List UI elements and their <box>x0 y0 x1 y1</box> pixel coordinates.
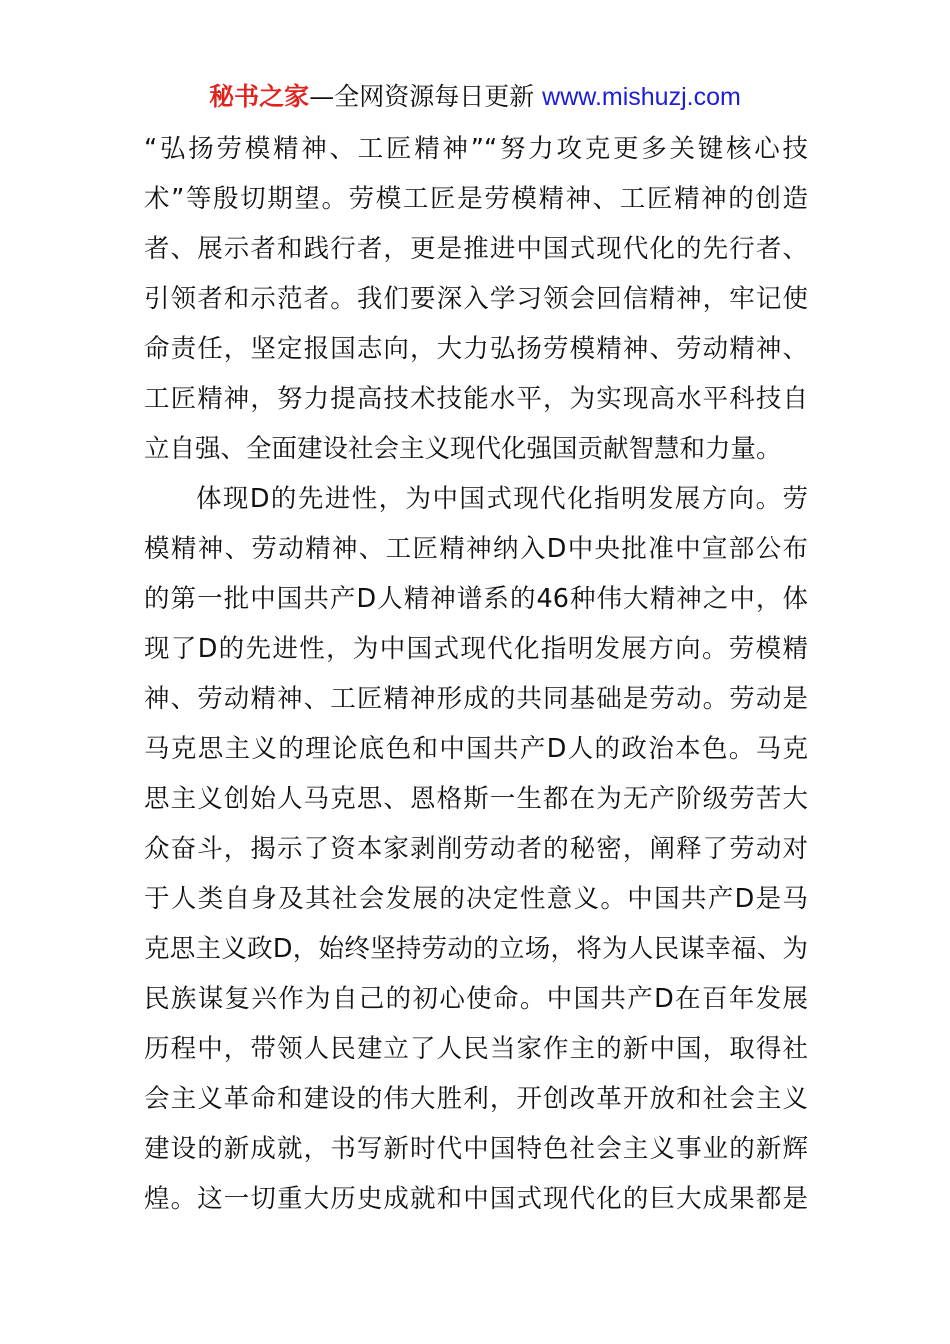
text-line: 马克思主义的理论底色和中国共产D人的政治本色。马克 <box>144 734 808 764</box>
text-line: 克思主义政D，始终坚持劳动的立场，将为人民谋幸福、为 <box>144 934 808 964</box>
text-line: 历程中，带领人民建立了人民当家作主的新中国，取得社 <box>144 1034 808 1064</box>
text-line: 工匠精神，努力提高技术技能水平，为实现高水平科技自 <box>144 384 808 414</box>
text-line: 者、展示者和践行者，更是推进中国式现代化的先行者、 <box>144 234 808 264</box>
text-line: 于人类自身及其社会发展的决定性意义。中国共产D是马 <box>144 884 808 914</box>
text-line: 术”等殷切期望。劳模工匠是劳模精神、工匠精神的创造 <box>144 184 808 214</box>
document-body <box>144 124 808 1224</box>
text-line: 命责任，坚定报国志向，大力弘扬劳模精神、劳动精神、 <box>144 334 808 364</box>
paragraph-1 <box>144 124 808 474</box>
text-line: 思主义创始人马克思、恩格斯一生都在为无产阶级劳苦大 <box>144 784 808 814</box>
brand-name: 秘书之家 <box>209 82 310 111</box>
page-header <box>0 80 950 114</box>
text-line: 立自强、全面建设社会主义现代化强国贡献智慧和力量。 <box>144 434 782 464</box>
text-line: 建设的新成就，书写新时代中国特色社会主义事业的新辉 <box>144 1134 808 1164</box>
text-line: 引领者和示范者。我们要深入学习领会回信精神，牢记使 <box>144 284 808 314</box>
text-line: 体现D的先进性，为中国式现代化指明发展方向。劳 <box>196 484 808 514</box>
text-line: 煌。这一切重大历史成就和中国式现代化的巨大成果都是 <box>144 1184 808 1214</box>
text-line: 民族谋复兴作为自己的初心使命。中国共产D在百年发展 <box>144 984 808 1014</box>
text-line: 的第一批中国共产D人精神谱系的46种伟大精神之中，体 <box>144 584 808 614</box>
text-line: 众奋斗，揭示了资本家剥削劳动者的秘密，阐释了劳动对 <box>144 834 808 864</box>
text-line: 模精神、劳动精神、工匠精神纳入D中央批准中宣部公布 <box>144 534 808 564</box>
text-line: 会主义革命和建设的伟大胜利，开创改革开放和社会主义 <box>144 1084 808 1114</box>
header-tagline: —全网资源每日更新 <box>309 82 535 111</box>
text-line: 现了D的先进性，为中国式现代化指明发展方向。劳模精 <box>144 634 808 664</box>
paragraph-2 <box>144 474 808 1224</box>
text-line: 神、劳动精神、工匠精神形成的共同基础是劳动。劳动是 <box>144 684 808 714</box>
site-url-link[interactable]: www.mishuzj.com <box>542 83 741 111</box>
text-line: “弘扬劳模精神、工匠精神”“努力攻克更多关键核心技 <box>144 134 808 164</box>
